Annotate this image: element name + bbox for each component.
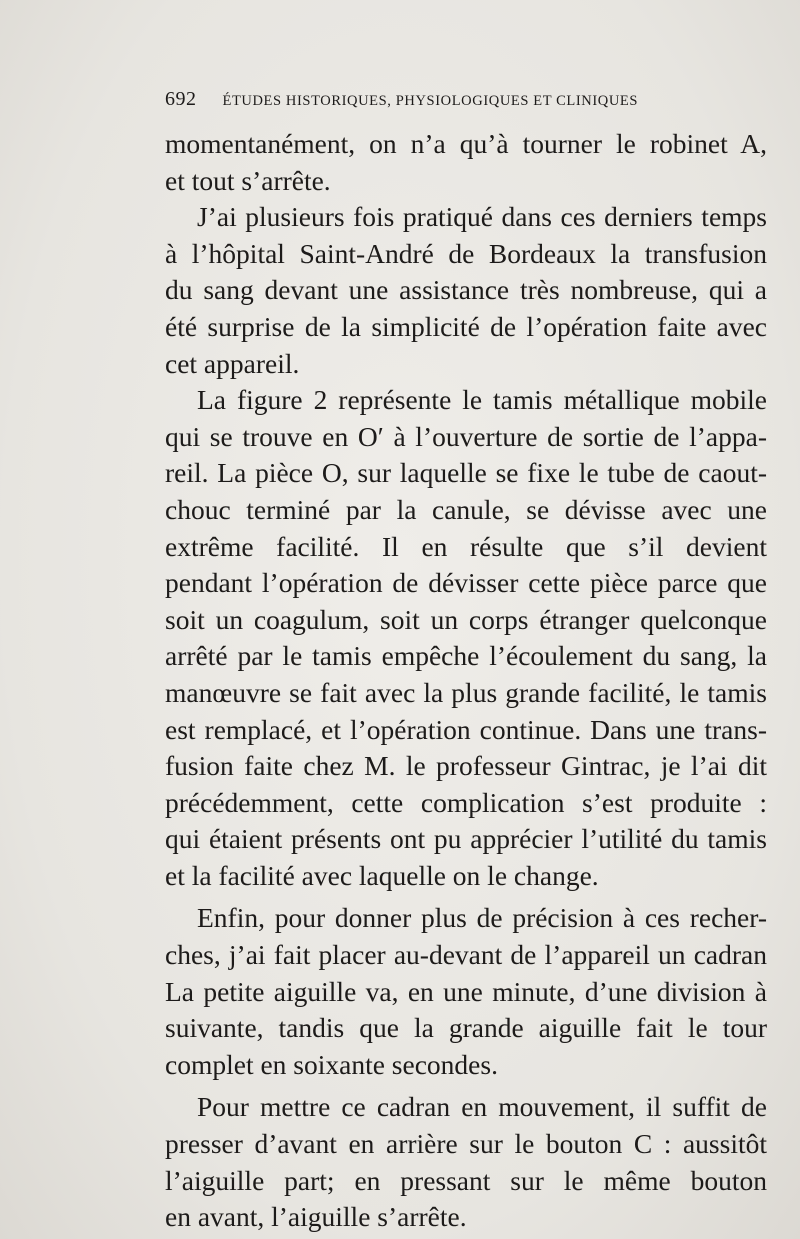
text-line: suivante, tandis que la grande aiguille fait le tour: [165, 1012, 767, 1044]
text-line: cet appareil.: [165, 347, 300, 379]
text-line: est remplacé, et l’opération continue. Dans une trans-: [165, 713, 767, 745]
text-line: chouc terminé par la canule, se dévisse avec une: [165, 493, 767, 525]
text-line: qui étaient présents ont pu apprécier l’utilité du tamis: [165, 823, 767, 855]
paragraph-3: [165, 382, 767, 894]
text-line: complet en soixante secondes.: [165, 1048, 498, 1080]
paragraph-1: [165, 126, 767, 199]
paragraph-2: [165, 199, 767, 382]
text-line: à l’hôpital Saint-André de Bordeaux la transfusion: [165, 237, 767, 269]
text-line: Pour mettre ce cadran en mouvement, il suffit de: [197, 1091, 767, 1123]
text-line: en avant, l’aiguille s’arrête.: [165, 1201, 467, 1233]
text-line: momentanément, on n’a qu’à tourner le robinet A,: [165, 128, 767, 159]
text-line: arrêté par le tamis empêche l’écoulement du sang, la: [165, 640, 767, 672]
paragraph-4: [165, 900, 767, 1083]
text-line: et tout s’arrête.: [165, 164, 331, 196]
paragraph-5: [165, 1089, 767, 1235]
text-line: du sang devant une assistance très nombreuse, qui a: [165, 274, 767, 306]
text-line: été surprise de la simplicité de l’opération faite avec: [165, 310, 767, 342]
text-line: fusion faite chez M. le professeur Gintrac, je l’ai dit: [165, 750, 767, 782]
text-line: extrême facilité. Il en résulte que s’il devient: [165, 530, 767, 562]
body-text: [165, 126, 767, 1236]
text-line: reil. La pièce O, sur laquelle se fixe le tube de caout-: [165, 457, 767, 489]
text-line: ches, j’ai fait placer au-devant de l’appareil un cadran: [165, 939, 767, 971]
running-title: ÉTUDES HISTORIQUES, PHYSIOLOGIQUES ET CLINIQUES: [222, 93, 639, 109]
text-line: et la facilité avec laquelle on le change.: [165, 859, 599, 891]
text-line: presser d’avant en arrière sur le bouton C : aussitôt: [165, 1128, 767, 1160]
text-line: précédemment, cette complication s’est produite :: [165, 786, 767, 818]
text-line: l’aiguille part; en pressant sur le même bouton: [165, 1164, 767, 1196]
text-line: Enfin, pour donner plus de précision à ces recher-: [197, 902, 767, 934]
text-line: qui se trouve en O′ à l’ouverture de sortie de l’appa-: [165, 420, 767, 452]
page-header: [165, 88, 765, 111]
text-line: La petite aiguille va, en une minute, d’une division à: [165, 975, 767, 1007]
text-line: pendant l’opération de dévisser cette pièce parce que: [165, 567, 767, 599]
text-line: manœuvre se fait avec la plus grande facilité, le tamis: [165, 676, 767, 708]
text-line: La figure 2 représente le tamis métallique mobile: [197, 384, 767, 416]
text-line: soit un coagulum, soit un corps étranger quelconque: [165, 603, 767, 635]
page-number: 692: [165, 88, 197, 110]
text-line: J’ai plusieurs fois pratiqué dans ces derniers temps: [197, 201, 767, 233]
